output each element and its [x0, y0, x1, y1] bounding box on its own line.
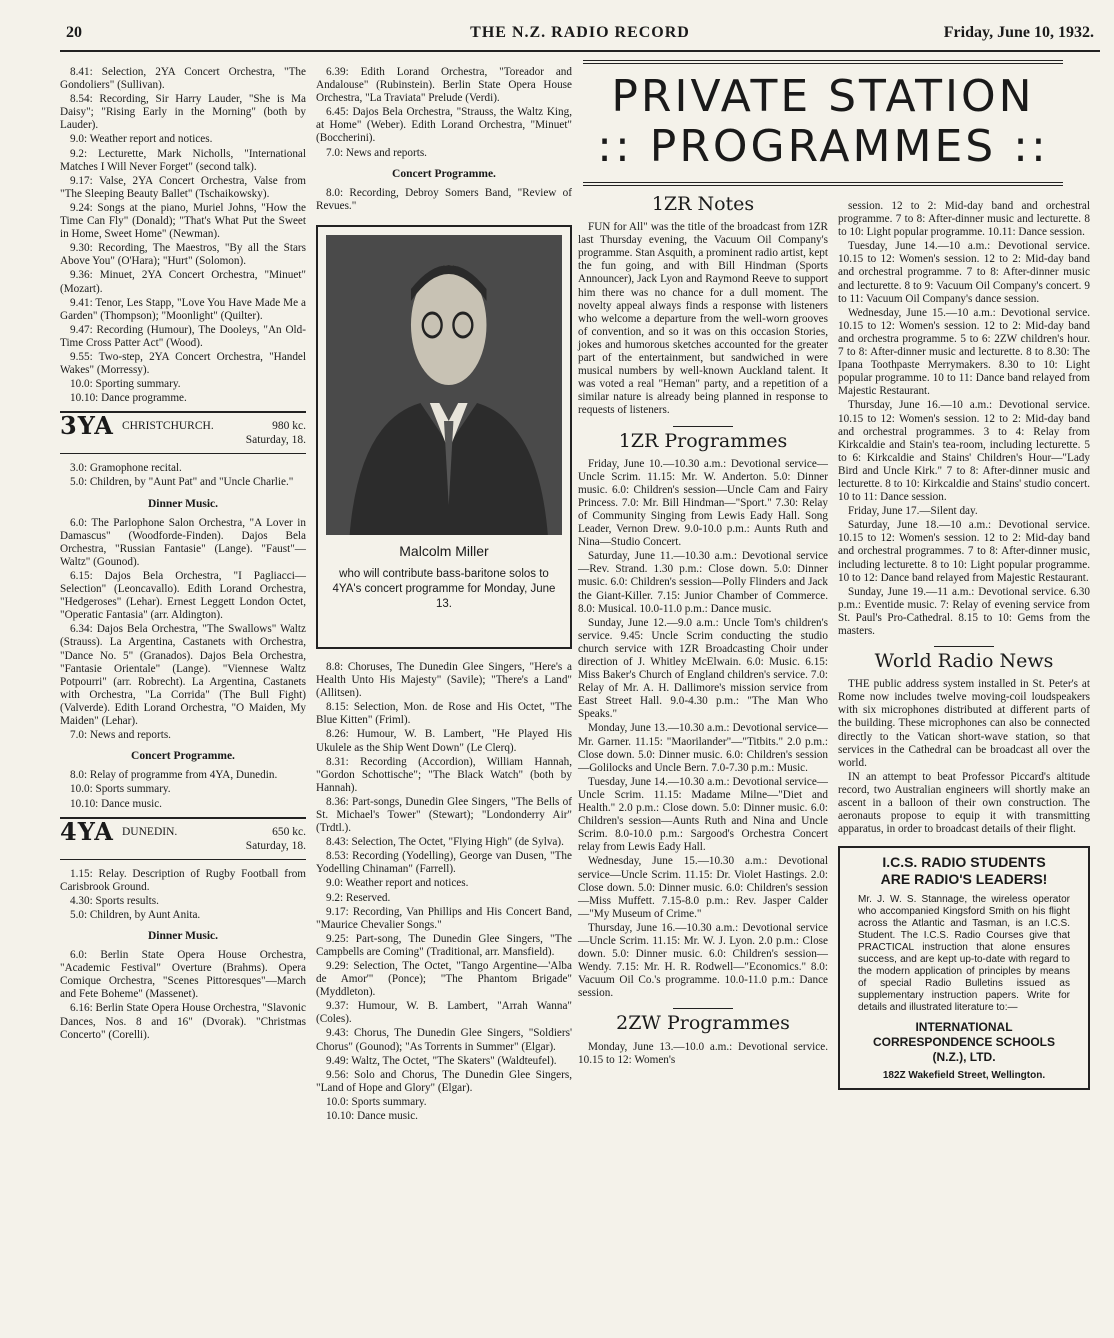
program-item: 10.0: Sports summary.: [70, 783, 171, 796]
station-day: Saturday, 18.: [245, 434, 306, 447]
photo-caption: who will contribute bass-baritone solos to 4YA's concert programme for Monday, June 13.: [332, 567, 556, 610]
program-item: 8.53: Recording (Yodelling), George van Dusen, "The Yodelling Chinaman" (Farrell).: [316, 850, 572, 876]
program-item: Wednesday, June 15.—10 a.m.: Devotional service. 10.15 to 12: Women's session. 12 to 2: Mid-day band and orchestra programme. 5 to 6: 2ZW children's hour. 7 to 8: After-dinner music and lecturette. 8 to 8.30: The Ipana Toothpaste Merrymakers. 8.30 to 10: Light popular programme. 10 to 11: Dance band relayed from Majestic Restaurant.: [838, 306, 1090, 398]
program-item: 8.0: Relay of programme from 4YA, Dunedin.: [70, 769, 278, 782]
program-item: 6.15: Dajos Bela Orchestra, "I Pagliacci—Selection" (Leoncavallo). Edith Lorand Orchestra, "Hedgeroses" (Lehar). Ernest Leggett London Octet, "Operatic Fantasia" (arr. Aldington).: [60, 570, 306, 622]
program-item: Friday, June 17.—Silent day.: [848, 505, 978, 518]
program-item: 6.34: Dajos Bela Orchestra, "The Swallows" Waltz (Strauss). La Argentina, Castanets with Orchestra, "Dance No. 5" (Granados). Dajos Bela Orchestra, "Fantasie Orientale" (Lange). "Viennese Waltz Potpourri" (arr. Robrecht). La Argentina, Castanets with Orchestra, "La Corrida" (The Bull Fight) (Valverde). Edith Lorand Orchestra, "O Maiden, My Maiden" (Lehar).: [60, 623, 306, 728]
subheading-concert-programme: Concert Programme.: [392, 167, 496, 180]
program-item: 10.10: Dance music.: [326, 1110, 418, 1123]
issue-date: Friday, June 10, 1932.: [943, 24, 1094, 41]
banner-line-2: :: PROGRAMMES ::: [597, 121, 1049, 172]
program-item: 9.37: Humour, W. B. Lambert, "Arrah Wanna" (Coles).: [316, 1000, 572, 1026]
program-item: 4.30: Sports results.: [70, 894, 159, 907]
program-item: Wednesday, June 15.—10.30 a.m.: Devotional service—Uncle Scrim. 11.15: Dr. Violet Hastings. 2.0: Close down. 5.0: Dinner music. 6.0: Children's session—Miss Muffett. 7.15-8.0 p.m.: Rev. Jasper Calder—"My Museum of Crime.": [578, 855, 828, 920]
program-item: Sunday, June 19.—11 a.m.: Devotional service. 6.30 p.m.: Eventide music. 7: Relay of evening service from St. Paul's Pro-Cathedral. 8.15 to 10: Gems from the masters.: [838, 585, 1090, 637]
program-item: Tuesday, June 14.—10 a.m.: Devotional service. 10.15 to 12: Women's session. 12 to 2: Mid-day band and orchestral programme. 7 to 8: After-dinner music and lecturette. 8 to 9: Vacuum Oil Company's concert. 9 to 11: Vacuum Oil Company's dance session.: [838, 240, 1090, 305]
program-item: 9.43: Chorus, The Dunedin Glee Singers, "Soldiers' Chorus" (Gounod); "As Torrents in Summer" (Elgar).: [316, 1027, 572, 1053]
header-rule: [60, 50, 1100, 52]
divider: [673, 426, 733, 427]
program-item: 10.0: Sports summary.: [326, 1095, 427, 1108]
ad-title-line-2: ARE RADIO'S LEADERS!: [880, 871, 1048, 888]
section-title-1zr-programmes: 1ZR Programmes: [618, 429, 788, 452]
program-item: 6.16: Berlin State Opera House Orchestra, "Slavonic Dances, Nos. 8 and 16" (Dvorak). "Christmas Concerto" (Corelli).: [60, 1002, 306, 1041]
subheading-concert-programme: Concert Programme.: [131, 750, 235, 763]
private-station-banner: [583, 60, 1063, 186]
page-number: 20: [66, 24, 82, 41]
program-item: Saturday, June 18.—10 a.m.: Devotional service. 10.15 to 12: Women's session. 12 to 2: Mid-day band and orchestral programmes. 7 to 8: After-dinner music, including lecturette. 8 to 10: Light popular programme. 10 to 12: Dance band relayed from Majestic Restaurant.: [838, 519, 1090, 584]
program-item: Thursday, June 16.—10 a.m.: Devotional service. 10.15 to 12: Women's session. 12 to 2: Mid-day band and orchestral programmes. 3 to 4: Relay from Kirkcaldie and Stain's tea-room, including lecturette. 5 to 6: Kirkcaldie and Stains' Children's Hour—"Lady Bird and Uncle Kirk." 7 to 8: After-dinner music and lecturette. 8 to 10: Kirkcaldie and Stains' studio concert. 10 to 11: Dance session.: [838, 399, 1090, 504]
program-item: 9.47: Recording (Humour), The Dooleys, "An Old-Time Cross Patter Act" (Wood).: [60, 323, 306, 349]
ad-address: 182Z Wakefield Street, Wellington.: [882, 1070, 1046, 1082]
portrait-photo: [326, 235, 562, 535]
program-item: 9.24: Songs at the piano, Muriel Johns, "How the Time Can Fly" (Donald); "That's What Put the Sweet in Home, Sweet Home" (Newman).: [60, 201, 306, 241]
program-item: Saturday, June 11.—10.30 a.m.: Devotional service—Rev. Strand. 1.30 p.m.: Close down. 5.0: Dinner music. 6.0: Children's session—Polly Flinders and Jack the Giant-Killer. 7.15: Junior Chamber of Commerce. 8.0: Musical. 10.0-11.0 p.m.: Dance music.: [578, 550, 828, 615]
program-item: 9.36: Minuet, 2YA Concert Orchestra, "Minuet" (Mozart).: [60, 269, 306, 295]
station-info: [122, 825, 306, 853]
program-item: Monday, June 13.—10.0 a.m.: Devotional service. 10.15 to 12: Women's: [578, 1040, 828, 1066]
program-item: 9.17: Valse, 2YA Concert Orchestra, Valse from "The Sleeping Beauty Ballet" (Tschaikowsky).: [60, 174, 306, 200]
program-item: 10.10: Dance music.: [70, 797, 162, 810]
divider: [673, 1008, 733, 1009]
program-item: 8.36: Part-songs, Dunedin Glee Singers, "The Bells of St. Michael's Tower" (Stewart); "Londonderry Air" (Trdtl.).: [316, 795, 572, 835]
program-item: 1.15: Relay. Description of Rugby Football from Carisbrook Ground.: [60, 867, 306, 893]
station-callsign: 4YA: [60, 816, 114, 846]
program-item: 9.56: Solo and Chorus, The Dunedin Glee Singers, "Land of Hope and Glory" (Elgar).: [316, 1068, 572, 1094]
column-2: [316, 66, 572, 1124]
column-1: [60, 66, 306, 1043]
program-item: Friday, June 10.—10.30 a.m.: Devotional service—Uncle Scrim. 11.15: Mr. W. Anderton. 5.0: Dinner music. 6.0: Children's session—Uncle Cam and Fairy Princess. 7.0: Mr. Bill Hindman—"Sport." 7.30: Relay of Community Singing from Lewis Eady Hall. Song Leader, Vernon Drew. 9.0-10.0 p.m.: Aunts Ruth and Nina—Studio Concert.: [578, 457, 828, 549]
ad-company-line-2: CORRESPONDENCE SCHOOLS: [872, 1035, 1056, 1050]
article-paragraph: FUN for All" was the title of the broadcast from 1ZR last Thursday evening, the Vacuum Oil Company's programme. Stan Asquith, a prominent radio artist, kept the fun going, and with Bill Hindman (Sports Announcer), Jack Lyon and Raymond Reeve to support him there was no chance for a dull moment. The novelty appeal always finds a response with listeners who welcome a departure from the well-worn grooves of convention, and so it was on this occasion Stories, jokes and humorous sketches accounted for the greater part of the entertainment, but sandwiched in were musical numbers by well-known Auckland talent. It was voted a real "Heman" party, and a repetition of a similar nature is already being planned in response to requests of listeners.: [578, 221, 828, 417]
section-title-1zr-notes: 1ZR Notes: [651, 193, 755, 215]
program-item: 8.26: Humour, W. B. Lambert, "He Played His Ukulele as the Ship Went Down" (Le Clerq).: [316, 728, 572, 754]
program-item: 9.25: Part-song, The Dunedin Glee Singers, "The Campbells are Coming" (Traditional, arr. Mansfield).: [316, 932, 572, 958]
program-item: 6.45: Dajos Bela Orchestra, "Strauss, the Waltz King, at Home" (Weber). Edith Lorand Orchestra, "Minuet" (Boccherini).: [316, 106, 572, 145]
program-item: 6.0: Berlin State Opera House Orchestra, "Academic Festival" Overture (Brahms). Opera Comique Orchestra, "Scenes Pittoresques"—March and Fete Boheme" (Massenet).: [60, 949, 306, 1001]
station-info: [122, 419, 306, 447]
subheading-dinner-music: Dinner Music.: [147, 497, 219, 510]
program-item: 9.2: Lecturette, Mark Nicholls, "International Matches I Will Never Forget" (second talk).: [60, 147, 306, 173]
program-item: 7.0: News and reports.: [70, 729, 171, 742]
portrait-photo-box: [316, 225, 572, 649]
program-item: 8.15: Selection, Mon. de Rose and His Octet, "The Blue Kitten" (Friml).: [316, 701, 572, 727]
ad-title-line-1: I.C.S. RADIO STUDENTS: [882, 854, 1046, 871]
program-item: 8.43: Selection, The Octet, "Flying High" (de Sylva).: [326, 836, 564, 849]
program-item: Sunday, June 12.—9.0 a.m.: Uncle Tom's children's service. 9.45: Uncle Scrim conducting the studio church service with 1ZR Broadcasting Choir under direction of J. Whitley McElwain. 6.0: Music. 6.15: Miss Baker's Church of England children's service. 7.0: Relay of Mr. A. H. Dallimore's mission service from East Street Hall. 9.0-4.30 p.m.: "The Man Who Speaks.": [578, 616, 828, 721]
portrait-silhouette-icon: [326, 235, 562, 535]
subheading-dinner-music: Dinner Music.: [147, 929, 219, 942]
program-item: 9.17: Recording, Van Phillips and His Concert Band, "Maurice Chevalier Songs.": [316, 905, 572, 931]
program-item: 9.49: Waltz, The Octet, "The Skaters" (Waldteufel).: [326, 1054, 557, 1067]
ad-body: Mr. J. W. S. Stannage, the wireless operator who accompanied Kingsford Smith on his flight across the Atlantic and Tasman, is an I.C.S. Student. The I.C.S. Radio Courses give that PRACTICAL instruction that alone ensures success, and are kept up-to-date with regard to the modern application of principles by means of special Radio Bulletins issued as supplementary instruction papers. Write for details and illustrated literature to:—: [858, 894, 1070, 1014]
program-item: 9.55: Two-step, 2YA Concert Orchestra, "Handel Wakes" (Morressy).: [60, 350, 306, 377]
station-city: DUNEDIN.: [122, 825, 178, 838]
column-3: [578, 190, 828, 1068]
program-item: 5.0: Children, by Aunt Anita.: [70, 908, 201, 921]
station-header-4ya: [60, 817, 306, 860]
program-item: 8.54: Recording, Sir Harry Lauder, "She is Ma Daisy"; "Rising Early in the Morning" (both by Lauder).: [60, 93, 306, 132]
station-frequency: 650 kc.: [272, 825, 306, 838]
publication-title: THE N.Z. RADIO RECORD: [470, 24, 690, 41]
program-item: 9.0: Weather report and notices.: [70, 133, 213, 146]
page-header: [66, 24, 1094, 48]
program-item: 5.0: Children, by "Aunt Pat" and "Uncle Charlie.": [70, 476, 294, 489]
program-item: 9.41: Tenor, Les Stapp, "Love You Have Made Me a Garden" (Thompson); "Moonlight" (Quilter).: [60, 296, 306, 322]
article-paragraph: IN an attempt to beat Professor Piccard's altitude record, two Australian engineers will shortly make an ascent in a balloon of their own construction. The aeronauts propose to equip it with transmitting apparatus, in order to broadcast details of their flight.: [838, 770, 1090, 836]
program-item: 8.31: Recording (Accordion), William Hannah, "Gordon Schottische"; "The Black Watch" (both by Hannah).: [316, 755, 572, 794]
program-item: Thursday, June 16.—10.30 a.m.: Devotional service—Uncle Scrim. 11.15: Mr. W. J. Lyon. 2.0 p.m.: Close down. 5.0: Dinner music. 6.0: Children's session—Wendy. 7.15: Mr. H. R. Rodwell—"Economics." 8.0: Vacuum Oil Co.'s programme. 10.0-11.0 p.m.: Dance session.: [578, 921, 828, 1000]
program-item: 7.0: News and reports.: [326, 146, 427, 159]
program-item: 10.10: Dance programme.: [70, 392, 187, 405]
station-city: CHRISTCHURCH.: [122, 420, 214, 433]
station-callsign: 3YA: [60, 411, 114, 441]
column-4: [838, 200, 1090, 1090]
station-day: Saturday, 18.: [245, 839, 306, 852]
station-frequency: 980 kc.: [272, 420, 306, 433]
program-item: 6.39: Edith Lorand Orchestra, "Toreador and Andalouse" (Rubinstein). Berlin State Opera House Orchestra, "La Traviata" Prelude (Verdi).: [316, 66, 572, 105]
program-item: 3.0: Gramophone recital.: [70, 462, 182, 475]
ad-company-line-1: INTERNATIONAL: [915, 1020, 1013, 1035]
photo-name: Malcolm Miller: [399, 542, 489, 559]
program-item: 8.8: Choruses, The Dunedin Glee Singers, "Here's a Health Unto His Majesty" (Savile); "There's a Land" (Allitsen).: [316, 660, 572, 700]
program-item: 9.0: Weather report and notices.: [326, 877, 469, 890]
ad-company-line-3: (N.Z.), LTD.: [932, 1050, 996, 1065]
ics-advertisement: [838, 846, 1090, 1090]
station-header-3ya: [60, 411, 306, 454]
section-title-2zw-programmes: 2ZW Programmes: [616, 1012, 790, 1035]
section-title-world-radio-news: World Radio News: [874, 650, 1054, 673]
program-item: 10.0: Sporting summary.: [70, 378, 181, 391]
banner-line-1: PRIVATE STATION: [611, 71, 1035, 122]
program-item: 8.0: Recording, Debroy Somers Band, "Review of Revues.": [316, 186, 572, 212]
divider: [934, 646, 994, 647]
program-item: 9.2: Reserved.: [326, 891, 391, 904]
program-item: 9.29: Selection, The Octet, "Tango Argentine—'Alba de Amor'" (Ponce); "The Phantom Brigade" (Myddleton).: [316, 960, 572, 999]
program-item: Monday, June 13.—10.30 a.m.: Devotional service—Mr. Garner. 11.15: "Maorilander"—"Titbits." 2.0 p.m.: Close down. 5.0: Dinner music. 6.0: Children's session—Golilocks and Uncle Bern. 7.0-7.30 p.m.: Music.: [578, 722, 828, 774]
program-item: 6.0: The Parlophone Salon Orchestra, "A Lover in Damascus" (Woodforde-Finden). Dajos Bela Orchestra, "Russian Fantasie" (Lange). "Faust"—Waltz" (Gounod).: [60, 516, 306, 568]
program-item: 8.41: Selection, 2YA Concert Orchestra, "The Gondoliers" (Sullivan).: [60, 66, 306, 92]
items-2ya-evening: [60, 66, 306, 405]
program-item: Tuesday, June 14.—10.30 a.m.: Devotional service—Uncle Scrim. 11.15: Madame Milne—"Diet and Health." 2.0 p.m.: Close down. 5.0: Dinner music. 6.0: Children's session—Aunts Ruth and Nina and Uncle Scrim. 8.0-10.0 p.m.: Sargood's Orchestra Concert relay from Lewis Eady Hall.: [578, 775, 828, 854]
program-item: session. 12 to 2: Mid-day band and orchestral programme. 7 to 8: After-dinner music and lecturette. 8 to 10: Light popular programme. 10.11: Dance session.: [838, 200, 1090, 239]
article-paragraph: THE public address system installed in St. Peter's at Rome now includes twelve moving-coil loudspeakers with six microphones distributed at different parts of the building. These microphones can also be connected directly to the Vatican short-wave station, so that services in the Cathedral can be broadcast all over the world.: [838, 678, 1090, 769]
program-item: 9.30: Recording, The Maestros, "By all the Stars Above You" (O'Hara); "Hurt" (Solomon).: [60, 242, 306, 268]
